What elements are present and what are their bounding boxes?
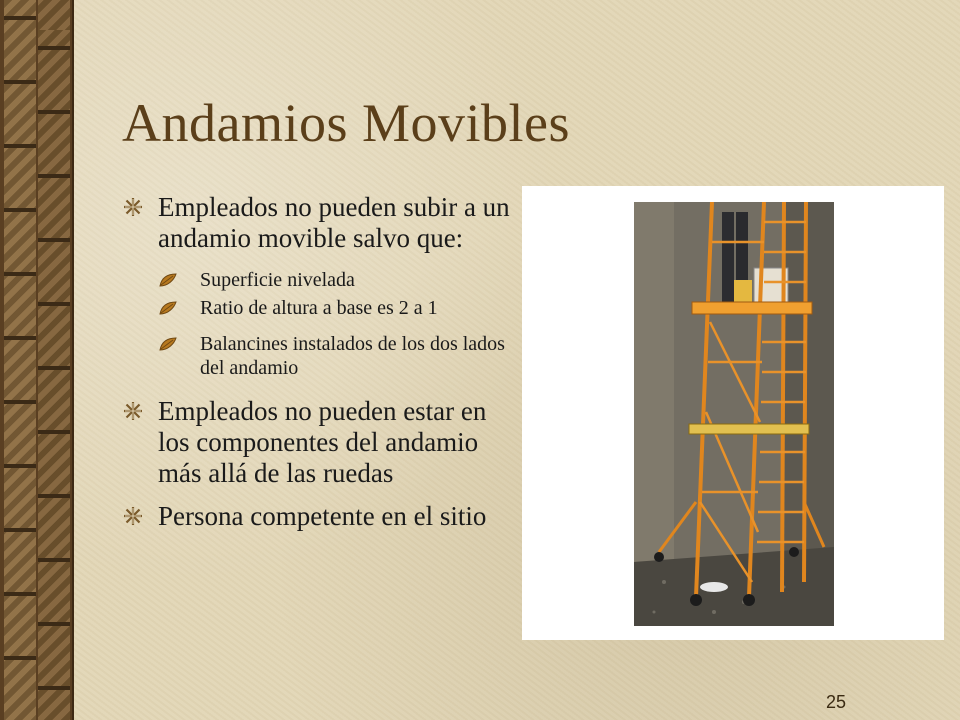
sub-bullet-text: Ratio de altura a base es 2 a 1 — [200, 297, 438, 319]
sub-bullet-item — [158, 296, 510, 320]
scaffold-photo — [522, 186, 944, 640]
leaf-bullet-icon — [158, 272, 178, 288]
asterisk-bullet-icon — [122, 400, 144, 422]
wood-column-right — [38, 0, 70, 720]
wood-column-left — [4, 0, 36, 720]
sub-bullet-text: Balancines instalados de los dos lados del andamio — [200, 333, 505, 379]
asterisk-bullet-icon — [122, 505, 144, 527]
sub-bullet-item — [158, 268, 510, 292]
bullet-item — [122, 192, 510, 254]
decorative-side-strip — [0, 0, 74, 720]
page-number: 25 — [826, 692, 847, 712]
bullet-text: Empleados no pueden estar en los componentes del andamio más allá de las ruedas — [158, 396, 487, 488]
bullet-item — [122, 396, 510, 489]
leaf-bullet-icon — [158, 336, 178, 352]
mobile-scaffold-illustration — [634, 202, 834, 626]
bullet-text: Empleados no pueden subir a un andamio movible salvo que: — [158, 192, 510, 253]
leaf-bullet-icon — [158, 300, 178, 316]
sub-bullet-item — [158, 332, 510, 380]
slide-title: Andamios Movibles — [122, 93, 570, 153]
sub-bullet-text: Superficie nivelada — [200, 269, 355, 291]
asterisk-bullet-icon — [122, 196, 144, 218]
bullet-text: Persona competente en el sitio — [158, 501, 487, 531]
bullet-list — [122, 192, 510, 544]
bullet-item — [122, 501, 510, 532]
